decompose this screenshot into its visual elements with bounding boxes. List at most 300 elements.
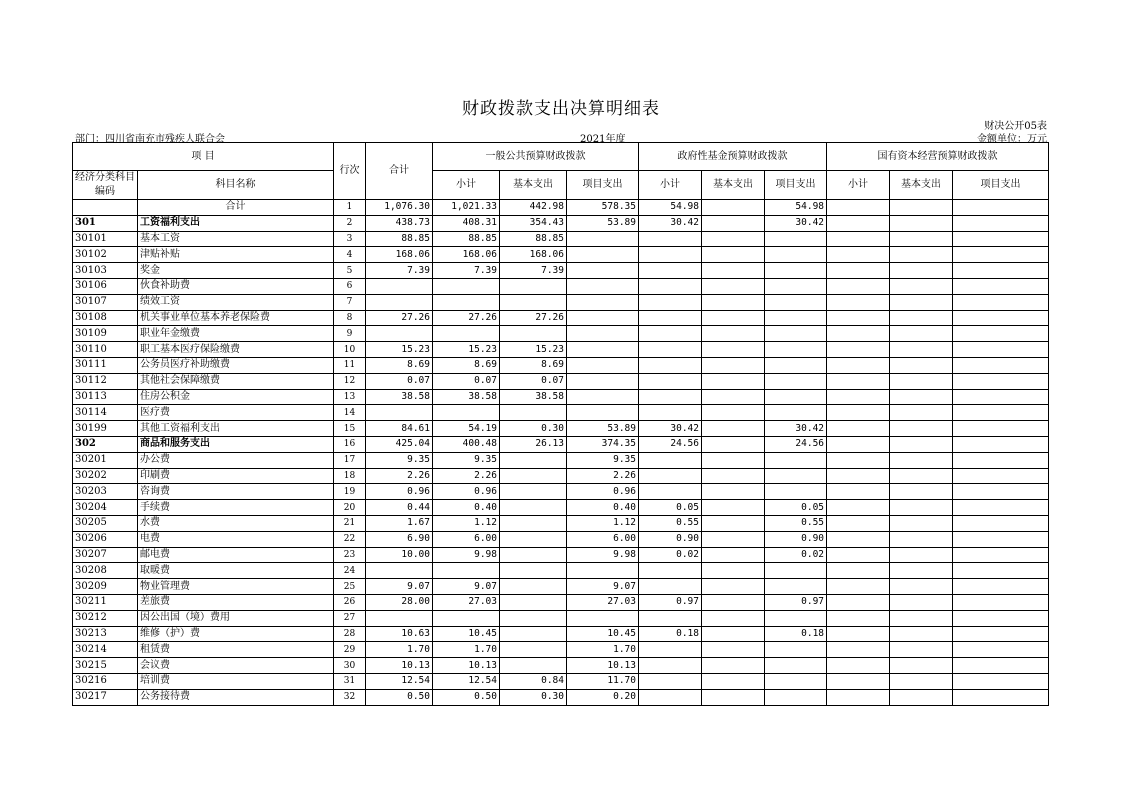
econ-code-cell: 30108 <box>73 310 138 326</box>
table-row <box>73 310 1049 326</box>
econ-code-cell: 30215 <box>73 658 138 674</box>
subject-name-cell: 公务接待费 <box>138 689 334 705</box>
table-row <box>73 689 1049 705</box>
line-no-cell: 18 <box>334 468 366 484</box>
general-project-cell: 53.89 <box>567 421 639 437</box>
expenditure-table <box>72 142 1049 706</box>
general-project-cell <box>567 357 639 373</box>
capital-project-cell <box>953 310 1049 326</box>
line-no-cell: 10 <box>334 342 366 358</box>
subject-name-cell: 职工基本医疗保险缴费 <box>138 342 334 358</box>
econ-code-cell: 30204 <box>73 500 138 516</box>
fund-project-cell <box>765 342 827 358</box>
total-cell: 168.06 <box>366 247 433 263</box>
fund-subtotal-cell <box>639 689 702 705</box>
total-cell: 425.04 <box>366 436 433 452</box>
fund-subtotal-cell: 0.97 <box>639 594 702 610</box>
fund-subtotal-cell <box>639 278 702 294</box>
table-row <box>73 626 1049 642</box>
total-cell: 28.00 <box>366 594 433 610</box>
econ-code-cell: 30217 <box>73 689 138 705</box>
total-cell: 12.54 <box>366 673 433 689</box>
econ-code-cell: 30214 <box>73 642 138 658</box>
table-row <box>73 452 1049 468</box>
fund-basic-cell <box>702 547 765 563</box>
page-title: 财政拨款支出决算明细表 <box>462 99 660 119</box>
general-subtotal-cell: 54.19 <box>433 421 500 437</box>
capital-basic-cell <box>890 594 953 610</box>
capital-subtotal-cell <box>827 642 890 658</box>
fund-project-cell: 0.90 <box>765 531 827 547</box>
capital-basic-cell <box>890 263 953 279</box>
table-row <box>73 563 1049 579</box>
total-cell <box>366 326 433 342</box>
subject-name-cell: 工资福利支出 <box>138 215 334 231</box>
econ-code-cell: 30203 <box>73 484 138 500</box>
line-no-cell: 3 <box>334 231 366 247</box>
total-cell: 8.69 <box>366 357 433 373</box>
fund-project-cell <box>765 468 827 484</box>
econ-code-cell: 30101 <box>73 231 138 247</box>
capital-subtotal-cell <box>827 373 890 389</box>
header-g-basic: 基本支出 <box>500 171 567 200</box>
capital-subtotal-cell <box>827 468 890 484</box>
capital-project-cell <box>953 452 1049 468</box>
capital-subtotal-cell <box>827 436 890 452</box>
fund-project-cell <box>765 389 827 405</box>
general-project-cell: 27.03 <box>567 594 639 610</box>
fund-project-cell: 0.02 <box>765 547 827 563</box>
general-subtotal-cell: 27.03 <box>433 594 500 610</box>
general-project-cell: 1.12 <box>567 515 639 531</box>
line-no-cell: 16 <box>334 436 366 452</box>
capital-subtotal-cell <box>827 294 890 310</box>
econ-code-cell: 30213 <box>73 626 138 642</box>
general-subtotal-cell: 27.26 <box>433 310 500 326</box>
general-basic-cell: 0.30 <box>500 689 567 705</box>
table-row <box>73 421 1049 437</box>
general-basic-cell <box>500 547 567 563</box>
fund-basic-cell <box>702 673 765 689</box>
header-s-project: 项目支出 <box>953 171 1049 200</box>
fund-project-cell <box>765 326 827 342</box>
header-s-subtotal: 小计 <box>827 171 890 200</box>
fund-project-cell: 0.55 <box>765 515 827 531</box>
capital-subtotal-cell <box>827 594 890 610</box>
table-row <box>73 658 1049 674</box>
fund-project-cell <box>765 658 827 674</box>
general-basic-cell: 0.30 <box>500 421 567 437</box>
subject-name-cell: 水费 <box>138 515 334 531</box>
year-label: 2021年度 <box>580 134 626 145</box>
fund-subtotal-cell <box>639 642 702 658</box>
general-project-cell <box>567 405 639 421</box>
fund-project-cell: 24.56 <box>765 436 827 452</box>
general-project-cell <box>567 610 639 626</box>
fund-subtotal-cell: 54.98 <box>639 200 702 216</box>
general-basic-cell: 7.39 <box>500 263 567 279</box>
general-basic-cell <box>500 500 567 516</box>
line-no-cell: 14 <box>334 405 366 421</box>
capital-project-cell <box>953 642 1049 658</box>
capital-basic-cell <box>890 294 953 310</box>
fund-basic-cell <box>702 200 765 216</box>
line-no-cell: 22 <box>334 531 366 547</box>
subject-name-cell: 电费 <box>138 531 334 547</box>
fund-subtotal-cell <box>639 579 702 595</box>
econ-code-cell: 30103 <box>73 263 138 279</box>
econ-code-cell <box>73 200 138 216</box>
subject-name-cell: 因公出国（境）费用 <box>138 610 334 626</box>
general-subtotal-cell: 15.23 <box>433 342 500 358</box>
fund-subtotal-cell: 0.55 <box>639 515 702 531</box>
subject-name-cell: 机关事业单位基本养老保险费 <box>138 310 334 326</box>
total-cell <box>366 405 433 421</box>
line-no-cell: 20 <box>334 500 366 516</box>
general-subtotal-cell: 0.96 <box>433 484 500 500</box>
line-no-cell: 6 <box>334 278 366 294</box>
fund-project-cell: 0.05 <box>765 500 827 516</box>
fund-basic-cell <box>702 263 765 279</box>
general-basic-cell <box>500 405 567 421</box>
general-subtotal-cell: 0.40 <box>433 500 500 516</box>
subject-name-cell: 其他社会保障缴费 <box>138 373 334 389</box>
subject-name-cell: 奖金 <box>138 263 334 279</box>
econ-code-cell: 301 <box>73 215 138 231</box>
general-basic-cell <box>500 563 567 579</box>
general-project-cell: 2.26 <box>567 468 639 484</box>
capital-subtotal-cell <box>827 200 890 216</box>
general-project-cell <box>567 310 639 326</box>
fund-project-cell <box>765 357 827 373</box>
fund-subtotal-cell: 30.42 <box>639 215 702 231</box>
line-no-cell: 25 <box>334 579 366 595</box>
general-subtotal-cell: 9.35 <box>433 452 500 468</box>
line-no-cell: 12 <box>334 373 366 389</box>
table-row <box>73 531 1049 547</box>
line-no-cell: 19 <box>334 484 366 500</box>
line-no-cell: 5 <box>334 263 366 279</box>
form-number: 财决公开05表 <box>984 121 1047 132</box>
capital-subtotal-cell <box>827 247 890 263</box>
general-basic-cell: 0.84 <box>500 673 567 689</box>
capital-basic-cell <box>890 389 953 405</box>
fund-project-cell: 54.98 <box>765 200 827 216</box>
line-no-cell: 4 <box>334 247 366 263</box>
fund-basic-cell <box>702 278 765 294</box>
subject-name-cell: 绩效工资 <box>138 294 334 310</box>
general-project-cell <box>567 373 639 389</box>
general-project-cell: 9.35 <box>567 452 639 468</box>
general-basic-cell <box>500 642 567 658</box>
capital-basic-cell <box>890 405 953 421</box>
table-row <box>73 278 1049 294</box>
general-subtotal-cell: 408.31 <box>433 215 500 231</box>
header-f-project: 项目支出 <box>765 171 827 200</box>
table-row <box>73 326 1049 342</box>
total-cell: 0.96 <box>366 484 433 500</box>
fund-project-cell <box>765 263 827 279</box>
capital-basic-cell <box>890 658 953 674</box>
general-subtotal-cell <box>433 405 500 421</box>
fund-subtotal-cell <box>639 610 702 626</box>
fund-basic-cell <box>702 563 765 579</box>
capital-project-cell <box>953 689 1049 705</box>
general-basic-cell: 27.26 <box>500 310 567 326</box>
capital-basic-cell <box>890 231 953 247</box>
header-s-basic: 基本支出 <box>890 171 953 200</box>
general-project-cell <box>567 278 639 294</box>
table-row <box>73 484 1049 500</box>
table-row <box>73 547 1049 563</box>
capital-basic-cell <box>890 642 953 658</box>
header-total: 合计 <box>366 143 433 200</box>
total-cell: 2.26 <box>366 468 433 484</box>
fund-project-cell: 30.42 <box>765 215 827 231</box>
table-row <box>73 642 1049 658</box>
capital-subtotal-cell <box>827 389 890 405</box>
fund-subtotal-cell: 0.05 <box>639 500 702 516</box>
capital-project-cell <box>953 673 1049 689</box>
general-subtotal-cell: 1.12 <box>433 515 500 531</box>
capital-subtotal-cell <box>827 658 890 674</box>
capital-subtotal-cell <box>827 531 890 547</box>
capital-project-cell <box>953 500 1049 516</box>
line-no-cell: 2 <box>334 215 366 231</box>
table-row <box>73 405 1049 421</box>
fund-project-cell <box>765 563 827 579</box>
fund-basic-cell <box>702 515 765 531</box>
fund-basic-cell <box>702 357 765 373</box>
total-cell: 38.58 <box>366 389 433 405</box>
general-basic-cell <box>500 452 567 468</box>
line-no-cell: 27 <box>334 610 366 626</box>
general-basic-cell: 88.85 <box>500 231 567 247</box>
fund-subtotal-cell <box>639 326 702 342</box>
line-no-cell: 15 <box>334 421 366 437</box>
capital-basic-cell <box>890 689 953 705</box>
capital-subtotal-cell <box>827 500 890 516</box>
capital-subtotal-cell <box>827 673 890 689</box>
econ-code-cell: 30112 <box>73 373 138 389</box>
fund-project-cell <box>765 373 827 389</box>
capital-project-cell <box>953 579 1049 595</box>
capital-project-cell <box>953 421 1049 437</box>
header-line-no: 行次 <box>334 143 366 200</box>
table-row <box>73 215 1049 231</box>
general-project-cell: 0.40 <box>567 500 639 516</box>
general-project-cell: 0.96 <box>567 484 639 500</box>
general-subtotal-cell: 12.54 <box>433 673 500 689</box>
fund-subtotal-cell <box>639 484 702 500</box>
line-no-cell: 9 <box>334 326 366 342</box>
capital-project-cell <box>953 326 1049 342</box>
econ-code-cell: 30207 <box>73 547 138 563</box>
general-basic-cell: 168.06 <box>500 247 567 263</box>
capital-subtotal-cell <box>827 310 890 326</box>
fund-subtotal-cell <box>639 673 702 689</box>
fund-subtotal-cell <box>639 263 702 279</box>
general-project-cell <box>567 326 639 342</box>
capital-project-cell <box>953 484 1049 500</box>
subject-name-cell: 维修（护）费 <box>138 626 334 642</box>
total-cell: 15.23 <box>366 342 433 358</box>
capital-subtotal-cell <box>827 452 890 468</box>
total-cell: 7.39 <box>366 263 433 279</box>
capital-project-cell <box>953 294 1049 310</box>
general-project-cell: 9.07 <box>567 579 639 595</box>
meta-row <box>75 130 1047 145</box>
capital-basic-cell <box>890 247 953 263</box>
general-basic-cell <box>500 278 567 294</box>
capital-project-cell <box>953 215 1049 231</box>
total-cell: 438.73 <box>366 215 433 231</box>
econ-code-cell: 30208 <box>73 563 138 579</box>
subject-name-cell: 其他工资福利支出 <box>138 421 334 437</box>
capital-project-cell <box>953 610 1049 626</box>
fund-project-cell <box>765 294 827 310</box>
table-row <box>73 579 1049 595</box>
general-project-cell <box>567 294 639 310</box>
general-basic-cell <box>500 468 567 484</box>
header-subject-name: 科目名称 <box>138 171 334 200</box>
econ-code-cell: 30110 <box>73 342 138 358</box>
capital-project-cell <box>953 531 1049 547</box>
general-project-cell: 10.13 <box>567 658 639 674</box>
total-cell <box>366 294 433 310</box>
header-g-project: 项目支出 <box>567 171 639 200</box>
subject-name-cell: 津贴补贴 <box>138 247 334 263</box>
table-row <box>73 515 1049 531</box>
general-subtotal-cell: 0.07 <box>433 373 500 389</box>
econ-code-cell: 30199 <box>73 421 138 437</box>
fund-subtotal-cell <box>639 357 702 373</box>
capital-project-cell <box>953 357 1049 373</box>
capital-project-cell <box>953 563 1049 579</box>
subject-name-cell: 住房公积金 <box>138 389 334 405</box>
capital-basic-cell <box>890 215 953 231</box>
general-project-cell: 578.35 <box>567 200 639 216</box>
total-cell: 6.90 <box>366 531 433 547</box>
general-basic-cell <box>500 658 567 674</box>
fund-basic-cell <box>702 231 765 247</box>
total-cell: 88.85 <box>366 231 433 247</box>
total-cell: 10.63 <box>366 626 433 642</box>
subject-name-cell: 租赁费 <box>138 642 334 658</box>
general-basic-cell <box>500 610 567 626</box>
fund-project-cell <box>765 231 827 247</box>
general-basic-cell <box>500 594 567 610</box>
table-row <box>73 594 1049 610</box>
capital-project-cell <box>953 405 1049 421</box>
line-no-cell: 26 <box>334 594 366 610</box>
capital-subtotal-cell <box>827 231 890 247</box>
table-row <box>73 200 1049 216</box>
total-cell: 10.00 <box>366 547 433 563</box>
capital-basic-cell <box>890 200 953 216</box>
econ-code-cell: 30111 <box>73 357 138 373</box>
table-row <box>73 357 1049 373</box>
subject-name-cell: 取暖费 <box>138 563 334 579</box>
total-cell: 1,076.30 <box>366 200 433 216</box>
capital-basic-cell <box>890 326 953 342</box>
general-subtotal-cell: 7.39 <box>433 263 500 279</box>
table-row <box>73 342 1049 358</box>
general-subtotal-cell: 168.06 <box>433 247 500 263</box>
capital-project-cell <box>953 200 1049 216</box>
total-cell: 0.07 <box>366 373 433 389</box>
line-no-cell: 21 <box>334 515 366 531</box>
fund-project-cell <box>765 484 827 500</box>
fund-project-cell: 30.42 <box>765 421 827 437</box>
line-no-cell: 30 <box>334 658 366 674</box>
general-project-cell: 10.45 <box>567 626 639 642</box>
subject-name-cell: 基本工资 <box>138 231 334 247</box>
general-subtotal-cell: 9.07 <box>433 579 500 595</box>
general-subtotal-cell <box>433 278 500 294</box>
econ-code-cell: 30109 <box>73 326 138 342</box>
general-basic-cell: 26.13 <box>500 436 567 452</box>
general-subtotal-cell: 1.70 <box>433 642 500 658</box>
table-row <box>73 294 1049 310</box>
econ-code-cell: 30106 <box>73 278 138 294</box>
total-cell: 0.50 <box>366 689 433 705</box>
general-project-cell: 11.70 <box>567 673 639 689</box>
general-project-cell <box>567 342 639 358</box>
table-row <box>73 436 1049 452</box>
general-basic-cell: 354.43 <box>500 215 567 231</box>
header-econ-code: 经济分类科目编码 <box>73 171 138 200</box>
line-no-cell: 13 <box>334 389 366 405</box>
general-project-cell <box>567 231 639 247</box>
header-f-subtotal: 小计 <box>639 171 702 200</box>
general-subtotal-cell: 400.48 <box>433 436 500 452</box>
capital-subtotal-cell <box>827 579 890 595</box>
total-cell: 0.44 <box>366 500 433 516</box>
fund-subtotal-cell <box>639 405 702 421</box>
general-basic-cell <box>500 515 567 531</box>
capital-basic-cell <box>890 278 953 294</box>
capital-subtotal-cell <box>827 357 890 373</box>
capital-basic-cell <box>890 610 953 626</box>
capital-project-cell <box>953 389 1049 405</box>
general-subtotal-cell: 88.85 <box>433 231 500 247</box>
fund-subtotal-cell <box>639 310 702 326</box>
fund-basic-cell <box>702 247 765 263</box>
econ-code-cell: 302 <box>73 436 138 452</box>
table-row <box>73 231 1049 247</box>
general-subtotal-cell: 2.26 <box>433 468 500 484</box>
general-project-cell: 0.20 <box>567 689 639 705</box>
general-project-cell <box>567 247 639 263</box>
line-no-cell: 11 <box>334 357 366 373</box>
fund-basic-cell <box>702 689 765 705</box>
general-subtotal-cell <box>433 326 500 342</box>
fund-basic-cell <box>702 531 765 547</box>
fund-subtotal-cell <box>639 452 702 468</box>
capital-subtotal-cell <box>827 326 890 342</box>
subject-name-cell: 商品和服务支出 <box>138 436 334 452</box>
capital-project-cell <box>953 594 1049 610</box>
fund-basic-cell <box>702 342 765 358</box>
econ-code-cell: 30206 <box>73 531 138 547</box>
general-subtotal-cell: 9.98 <box>433 547 500 563</box>
fund-basic-cell <box>702 626 765 642</box>
econ-code-cell: 30212 <box>73 610 138 626</box>
fund-project-cell: 0.18 <box>765 626 827 642</box>
general-subtotal-cell <box>433 294 500 310</box>
general-project-cell: 6.00 <box>567 531 639 547</box>
